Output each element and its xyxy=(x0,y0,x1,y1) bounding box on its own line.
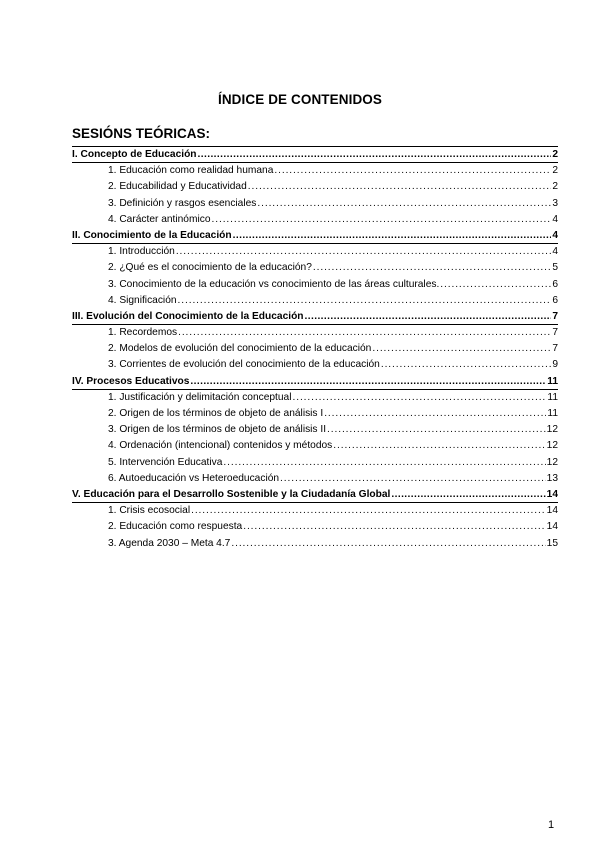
toc-item-entry[interactable] xyxy=(72,325,558,341)
toc-item-entry[interactable] xyxy=(72,179,558,195)
toc-item-entry[interactable] xyxy=(72,341,558,357)
dot-leader xyxy=(313,260,551,276)
dot-leader xyxy=(274,163,551,179)
toc-item-label: 5. Intervención Educativa xyxy=(108,456,223,468)
toc-page-number: 5 xyxy=(552,262,558,274)
toc-item-label: 3. Agenda 2030 – Meta 4.7 xyxy=(108,537,231,549)
toc-chapter-label: IV. Procesos Educativos xyxy=(72,375,190,387)
toc-item-entry[interactable] xyxy=(72,212,558,228)
toc-item-label: 1. Educación como realidad humana xyxy=(108,165,274,177)
toc-item-label: 3. Corrientes de evolución del conocimiento de la educación xyxy=(108,359,380,371)
dot-leader xyxy=(305,309,552,325)
toc-item-label: 6. Autoeducación vs Heteroeducación xyxy=(108,472,280,484)
dot-leader xyxy=(324,406,546,422)
toc-item-label: 1. Introducción xyxy=(108,246,175,258)
toc-chapter-entry[interactable] xyxy=(72,487,558,503)
dot-leader xyxy=(198,147,552,163)
toc-item-entry[interactable] xyxy=(72,293,558,309)
dot-leader xyxy=(333,438,545,454)
toc-page-number: 2 xyxy=(552,181,558,193)
page-number: 1 xyxy=(548,819,555,831)
toc-item-label: 3. Definición y rasgos esenciales xyxy=(108,197,257,209)
toc-page-number: 3 xyxy=(552,197,558,209)
toc-item-entry[interactable] xyxy=(72,519,558,535)
toc-page-number: 14 xyxy=(546,521,558,533)
dot-leader xyxy=(257,196,551,212)
toc-page-number: 4 xyxy=(552,213,558,225)
toc-page-number: 14 xyxy=(546,488,558,500)
dot-leader xyxy=(233,228,552,244)
dot-leader xyxy=(391,487,545,503)
toc-page-number: 12 xyxy=(546,456,558,468)
toc-page-number: 6 xyxy=(552,278,558,290)
page-title: ÍNDICE DE CONTENIDOS xyxy=(217,92,382,107)
toc-item-label: 4. Significación xyxy=(108,294,177,306)
toc-item-label: 2. Origen de los términos de objeto de análisis I xyxy=(108,408,324,419)
dot-leader xyxy=(243,519,545,535)
dot-leader xyxy=(440,277,551,293)
toc-page-number: 12 xyxy=(546,424,558,436)
toc-item-label: 1. Justificación y delimitación conceptual xyxy=(108,391,292,403)
dot-leader xyxy=(280,471,546,487)
dot-leader xyxy=(327,422,546,438)
toc-item-entry[interactable] xyxy=(72,455,558,471)
dot-leader xyxy=(178,293,552,309)
toc-item-label: 2. Educación como respuesta xyxy=(108,521,243,533)
table-of-contents xyxy=(72,146,558,552)
toc-item-label: 4. Carácter antinómico xyxy=(108,213,211,225)
toc-page-number: 7 xyxy=(552,327,558,339)
dot-leader xyxy=(178,325,551,341)
toc-item-entry[interactable] xyxy=(72,503,558,519)
toc-page-number: 15 xyxy=(546,537,558,549)
toc-chapter-entry[interactable] xyxy=(72,147,558,163)
dot-leader xyxy=(292,390,546,406)
dot-leader xyxy=(231,536,545,552)
toc-item-label: 2. Modelos de evolución del conocimiento de la educación xyxy=(108,343,372,355)
dot-leader xyxy=(190,374,546,390)
toc-item-entry[interactable] xyxy=(72,406,558,422)
dot-leader xyxy=(212,212,552,228)
toc-page-number: 14 xyxy=(546,505,558,517)
toc-page-number: 13 xyxy=(546,472,558,484)
toc-page-number: 11 xyxy=(547,391,558,403)
toc-item-entry[interactable] xyxy=(72,536,558,552)
toc-page-number: 2 xyxy=(552,149,558,160)
toc-item-entry[interactable] xyxy=(72,438,558,454)
toc-chapter-label: I. Concepto de Educación xyxy=(72,149,197,160)
toc-item-entry[interactable] xyxy=(72,244,558,260)
toc-item-label: 2. Educabilidad y Educatividad xyxy=(108,181,247,193)
toc-item-entry[interactable] xyxy=(72,260,558,276)
toc-item-label: 3. Conocimiento de la educación vs conocimiento de las áreas culturales. xyxy=(108,278,440,290)
toc-item-entry[interactable] xyxy=(72,390,558,406)
toc-page-number: 6 xyxy=(552,294,558,306)
toc-page-number: 11 xyxy=(547,375,558,387)
dot-leader xyxy=(372,341,551,357)
toc-chapter-label: III. Evolución del Conocimiento de la Educación xyxy=(72,310,304,322)
toc-chapter-label: V. Educación para el Desarrollo Sostenible y la Ciudadanía Global xyxy=(72,488,391,500)
toc-page-number: 4 xyxy=(552,246,558,258)
toc-chapter-entry[interactable] xyxy=(72,374,558,390)
toc-item-entry[interactable] xyxy=(72,471,558,487)
toc-item-entry[interactable] xyxy=(72,277,558,293)
section-heading: SESIÓNS TEÓRICAS: xyxy=(72,126,211,141)
toc-page-number: 7 xyxy=(552,343,558,355)
toc-item-entry[interactable] xyxy=(72,163,558,179)
dot-leader xyxy=(191,503,546,519)
toc-item-label: 3. Origen de los términos de objeto de análisis II xyxy=(108,424,327,436)
toc-page-number: 2 xyxy=(552,165,558,177)
toc-chapter-entry[interactable] xyxy=(72,228,558,244)
toc-page-number: 11 xyxy=(547,408,558,419)
toc-item-label: 2. ¿Qué es el conocimiento de la educación? xyxy=(108,262,312,274)
toc-item-entry[interactable] xyxy=(72,422,558,438)
toc-item-label: 4. Ordenación (intencional) contenidos y métodos xyxy=(108,440,333,452)
toc-item-entry[interactable] xyxy=(72,357,558,373)
toc-item-label: 1. Crisis ecosocial xyxy=(108,505,191,517)
toc-page-number: 4 xyxy=(552,229,558,241)
toc-chapter-label: II. Conocimiento de la Educación xyxy=(72,229,232,241)
dot-leader xyxy=(248,179,552,195)
toc-item-entry[interactable] xyxy=(72,196,558,212)
dot-leader xyxy=(381,357,551,373)
toc-page-number: 9 xyxy=(552,359,558,371)
toc-item-label: 1. Recordemos xyxy=(108,327,178,339)
dot-leader xyxy=(176,244,552,260)
dot-leader xyxy=(223,455,545,471)
toc-page-number: 7 xyxy=(552,310,558,322)
toc-page-number: 12 xyxy=(546,440,558,452)
toc-chapter-entry[interactable] xyxy=(72,309,558,325)
